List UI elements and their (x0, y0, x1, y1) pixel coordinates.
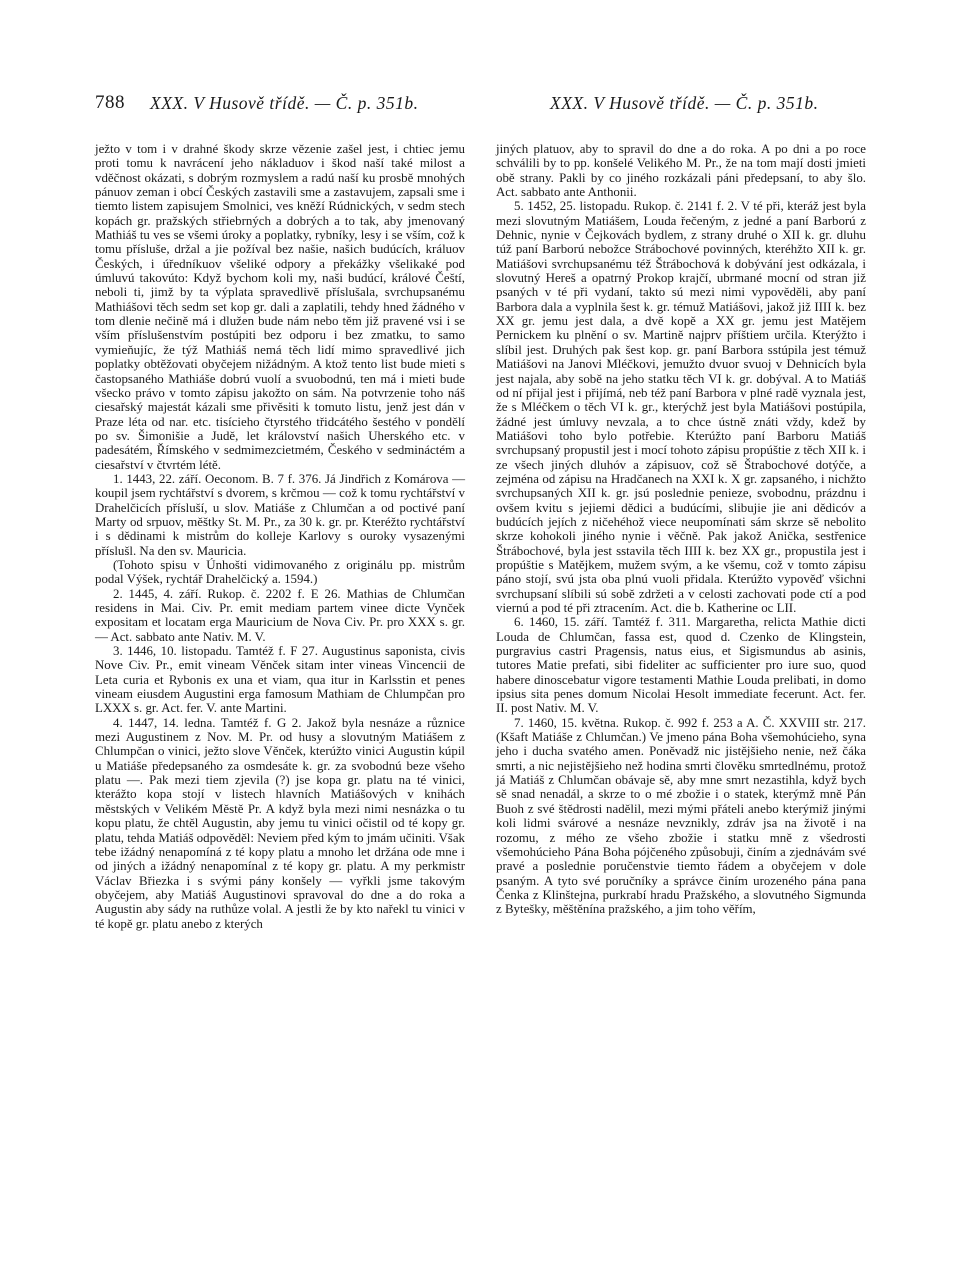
running-title-left: XXX. V Husově třídě. — Č. p. 351b. (150, 93, 419, 113)
entry-5: 5. 1452, 25. listopadu. Rukop. č. 2141 f. 2. V té při, kteráž jest byla mezi slovutným Matiášem, Louda řečeným, z jedné a paní Barború z Dehnic, nynie v Čejkovách bydlem, z strany druhé o XII k. gr. dluhu túž paní Barború nebožce Strábochové povinných, kteréhžto XII k. gr. Matiášovi svrchupsanému též Štrábochová k dobývání jest odkázala, i slovutný Hereš a opatrný Prokop krajčí, ubrmané mocní od stran již psaných v té při vydaní, takto sú mezi nimi vypověděli, aby paní Barbora dala a vyplnila šest k. gr. témuž Matiášovi, jakož již IIII k. bez XX gr. jemu jest dala, a dvě kopě a XX gr. jemu jest Matějem Pernickem ku plnění o sv. Martině najprv příštiem určila. Kterýžto i slíbil jest. Druhých pak šest kop. gr. paní Barbora sstúpila jest témuž Matiášovi na Janovi Mléčkovi, jemužto dvuor svuoj v Dehnicích byla jest najala, aby sobě na jeho statku těch VI k. gr. dobýval. A to Matiáš od ní přijal jest i přijímá, neb též paní Barbora v plné radě vyznala jest, že s Mléčkem o těch VI k. gr., kterýchž jest byla Matiášovi postúpila, žádné jest úmluvy nevzala, a to chce ústně znáti vždy, kdež by Matiášovi toho bylo potřebie. Kterúžto paní Barboru Matiáš svrchupsaný propustil jest i mocí tohoto zápisu propúštie z těch XII k. i ze všech jiných dluhóv a zápisuov, což sě Štrabochové dotýče, a zejména od zápisu na Hradčanech na XXI k. X gr. zapsaného, i nichžto svrchupsaných XII k. gr. jsú poslednie penieze, svobodnu, prázdnu i ovšem kvitu s jejiemi dědici a budúcími, slibujie jie ani dědicóv a budúcích jejích z ničehéhož viece neupomínati sám skrze sě nebolito skrze kohokoli jiného nynie i věčně. Pak jakož Anička, sestřenice Štrábochové, byla jest sstavila těch IIII k. bez XX gr., propustila jest i propúštie s Matějkem, mužem svým, a ke všemu, což v tomto zápisu páno stojí, svú jsta oba plnú vuoli přidala. Kterúžto vypověď všichni svrchupsaní slíbili sú sobě zdržeti a v celosti zachovati pode ctí a pod viernú a pod té při ztracením. Act. die b. Katherine oc LII. (496, 199, 866, 615)
entry-4-continuation: jiných platuov, aby to spravil do dne a do roka. A po dni a po roce schválili by to pp. konšelé Velikého M. Pr., že na tom mají dosti jmieti obě strany. Pakli by co jiného rozkázali páni předepsaní, to aby šlo. Act. sabbato ante Anthonii. (496, 142, 866, 200)
page-header (95, 92, 875, 114)
entry-7: 7. 1460, 15. května. Rukop. č. 992 f. 253 a A. Č. XXVIII str. 217. (Kšaft Matiáše z Chlumčan.) Ve jmeno pána Boha všemohúcieho, syna jeho i ducha svatého amen. Poněvadž nic jistějšieho nenie, než čáka smrti, a nic nejistějšieho než hodina smrti člověku smrtedlnému, protož já Matiáš z Chlumčan obávaje sě, aby mne smrt nezastihla, když bych sě snad nenadál, a skrze to o mé zbožie i o statek, kterýmž mně Pán Buoh z své štědrosti nadělil, mezi mými přáteli anebo kterýmiž jinými koli lidmi svárové a nesnáze nevznikly, zdráv jsa na životě i na rozomu, z mého ze všeho zbožie i statku mně z všedrosti všemohúcieho Pána Boha pójčeného způsobuji, činím a zjednávám své pravé a poslednie poručenstvie tiemto řádem a obyčejem v dole psaným. A tyto své poručníky a správce činím urozeného pána pana Čenka z Klinštejna, purkrabí hradu Pražského, a slovutného Sigmunda z Bytešky, měštěnína pražského, a jim toho věřím, (496, 715, 866, 917)
page-number: 788 (95, 92, 125, 113)
entry-1: 1. 1443, 22. září. Oeconom. B. 7 f. 376. Já Jindřich z Komárova — koupil jsem rychtářství s dvorem, s krčmou — což k tomu rychtářství v Drahelčicích přísluší, u slov. Matiáše z Chlumčan a od poctivé paní Marty od srpuov, měštky St. M. Pr., za 30 k. gr. pr. Kteréžto rychtářství i s dědinami k mistrům do kolleje Karlovy s ouroky vysazenými příslušl. Na den sv. Mauricia. (95, 471, 465, 558)
paragraph-continuation: ježto v tom i v drahné škody skrze vězenie zašel jest, i chtiec jemu proti tomu k navrácení jeho nákladuov i škod naší také milost a vděčnost okázati, s dobrým rozmyslem a radú naší ku prosbě mnohých pánuov zeman i obcí Českých zastavili sme a zastavujem, zapsali sme i tiemto listem zapisujem Smolnici, ves kněží Rúdnických, v sedm stech kopách gr. pražských střiebrných a dobrých a to tak, aby jmenovaný Mathiáš tu ves se všemi úroky a poplatky, rybníky, lesy i se vším, což k tomu přísluše, držal a jie požíval bez našie, našich budúcích, králuov Českých, i úředníkuov všeliké odpory a překážky všelikaké pod úmluvú takovúto: Když bychom koli my, naši budúcí, králové Čeští, neboli ti, jimž by ta výplata spravedlivě příslušala, svrchupsanému Mathiášovi těch sedm set kop gr. dali a zaplatili, tehdy hned žádného v tom dlenie nečině má i dlužen bude nám nebo těm již pravené vsi i se vším příslušenstvím postúpiti bez odporu i bez zmatku, to samo vymieňujíc, že týž Mathiáš nemá těch lidí mimo spravedlivé jich poplatky obtěžovati obyčejem nižádným. A ktož tento list bude mieti s častopsaného Mathiáše dobrú vuolí a svuobodnú, ten má i mieti bude všecko právo v tomto zápisu jakožto on sám. Na potvrzenie toho náš ciesařský majestát kázali sme přivěsiti k tomuto listu, jenž jest dán v Praze léta od nar. etc. tisícieho čtyrstého třidcátého šestého v pondělí po sv. Šimonišie a Judě, let království našich Uherského etc. v padesátém, Římského v sedmimezcietmém, Českého v sedmináctém a ciesařství v čtvrtém létě. (95, 142, 465, 472)
entry-1-note: (Tohoto spisu v Únhošti vidimovaného z originálu pp. mistrům podal Výšek, rychtář Drahelčický a. 1594.) (95, 557, 465, 587)
running-title-right: XXX. V Husově třídě. — Č. p. 351b. (550, 93, 819, 113)
entry-4: 4. 1447, 14. ledna. Tamtéž f. G 2. Jakož byla nesnáze a různice mezi Augustinem z Nov. M. Pr. od husy a slovutným Matiášem z Chlumpčan o vinici, ježto slove Věnček, kterúžto vinici Augustin kúpil u Matiáše předepsaného za osmdesáte k. gr. za svobodnú beze všeho platu —. Pak mezi tiem zjevila (?) jse kopa gr. platu na té vinici, kterážto kopa stojí v listech hlavních Matiášových v knihách městských v Velikém Městě Pr. A když byla mezi nimi nesnázka o tu kopu platu, že chtěl Augustin, aby jemu tu vinici očistil od té kopy gr. platu, tehda Matiáš odpověděl: Neviem před kým to jmám učiniti. Však tebe ižádný nenapomíná z té kopy platu a mnoho let držána ode mne i od jiných a ižádný nenapomínal z té kopy gr. platu. A my perkmistr Václav Břiezka i s svými pány konšely — vyřkli jsme takovým obyčejem, aby Matiáš Augustinovi spravoval do dne a do roka a Augustin aby sády na ruthůze volal. A jestli že by kto nařekl tu vinici v té kopě gr. platu anebo z kterých (95, 715, 465, 931)
entry-6: 6. 1460, 15. září. Tamtéž f. 311. Margaretha, relicta Mathie dicti Louda de Chlumčan, fassa est, quod d. Czenko de Klingstein, purgravius castri Pragensis, natus eius, et Sigismundus ab asinis, tutores Matie prefati, sibi fideliter ac sufficienter pro iure suo, quod habere dinoscebatur vigore testamenti Mathie Louda prelibati, in domo ipsius sita penes domum Nicolai Hesolt immediate fecerunt. Act. fer. II. post Nativ. M. V. (496, 615, 866, 716)
entry-3: 3. 1446, 10. listopadu. Tamtéž f. F 27. Augustinus saponista, civis Nove Civ. Pr., emit vineam Věnček sitam inter vineas Vincencii de Leta curia et Rybonis ex una et viam, qua itur in Karlsstin et penes vineam eiusdem Augustini erga famosum Mathiam de Chlumpčan pro LXXX s. gr. Act. fer. V. ante Martini. (95, 644, 465, 716)
left-text-column (95, 142, 465, 931)
column-gutter (481, 145, 482, 1145)
entry-2: 2. 1445, 4. září. Rukop. č. 2202 f. E 26. Mathias de Chlumčan residens in Mai. Civ. Pr. emit mediam partem vinee dicte Vynček expositam et locatam erga Mauricium de Nova Civ. Pr. pro XXX s. gr. — Act. sabbato ante Nativ. M. V. (95, 586, 465, 644)
right-text-column (496, 142, 866, 917)
